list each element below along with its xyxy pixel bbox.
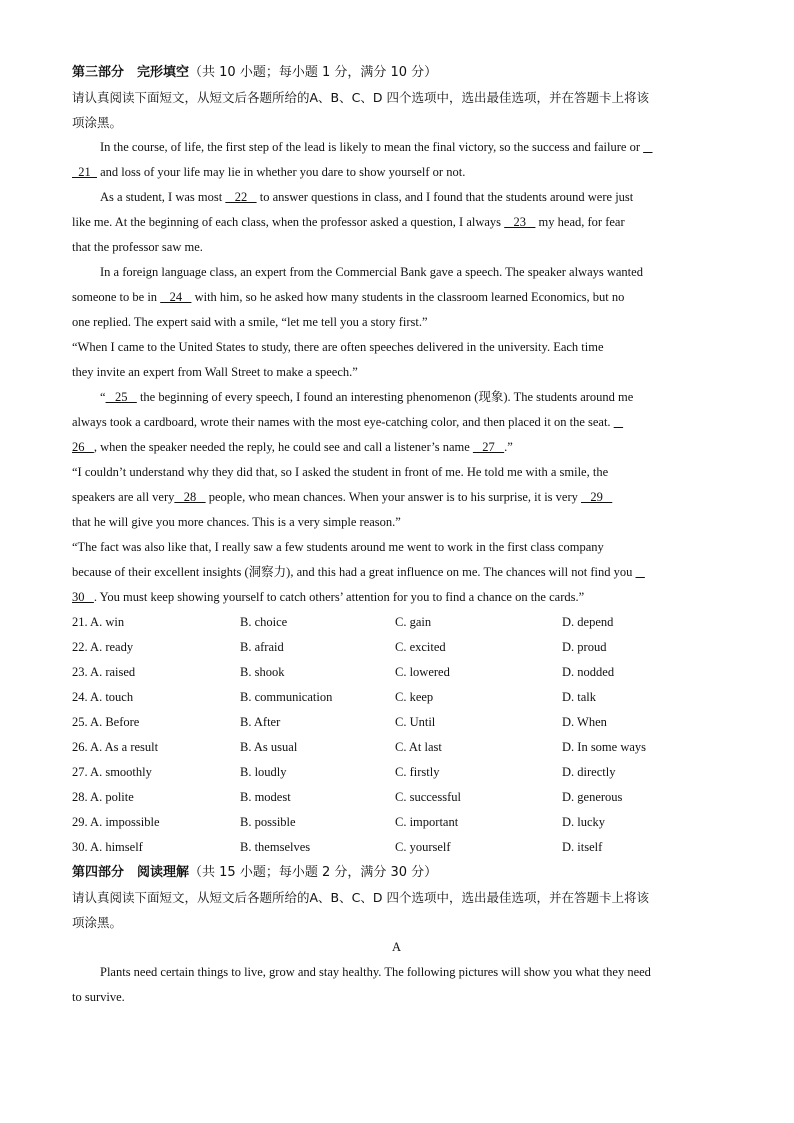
option-a: 27. A. smoothly [72,765,152,779]
option-a: 22. A. ready [72,640,134,654]
passage-text: the beginning of every speech, I found an interesting phenomenon (现象). The students around me [136,390,634,404]
passage-text: As a student, I was most [100,190,226,204]
blank-22: 22 [225,190,257,204]
passage-line [72,585,584,610]
passage-text: In the course, of life, the first step of the lead is likely to mean the final victory, so the success and failure or [100,140,644,154]
part3-instruction-line1: 请认真阅读下面短文，从短文后各题所给的A、B、C、D 四个选项中，选出最佳选项，并在答题卡上将该 [72,90,649,105]
option-a: 26. A. As a result [72,740,159,754]
passage-text: because of their excellent insights (洞察力), and this had a great influence on me. The chances will not find you [72,565,636,579]
option-a: 30. A. himself [72,840,143,854]
passage-line [72,435,513,460]
passage-line [72,285,624,310]
option-a: 21. A. win [72,615,125,629]
option-d: D. proud [562,640,607,654]
option-a: 29. A. impossible [72,815,160,829]
option-c: C. keep [395,690,434,704]
option-d: D. lucky [562,815,606,829]
option-b: B. modest [240,790,291,804]
part4-instruction-line2: 项涂黑。 [72,915,123,930]
option-c: C. gain [395,615,432,629]
option-d: D. generous [562,790,623,804]
passage-text: , when the speaker needed the reply, he could see and call a listener’s name [93,440,473,454]
part3-heading [72,60,437,85]
blank-24: 24 [160,290,192,304]
blank-26: 26 [72,440,94,454]
passage-line: “When I came to the United States to study, there are often speeches delivered in the university. Each time [72,340,604,354]
section-label: A [392,940,402,954]
option-c: C. Until [395,715,436,729]
passage-line [72,160,465,185]
passage-line [100,135,653,160]
passage-line: they invite an expert from Wall Street to make a speech.” [72,365,358,379]
passage-line [72,485,612,510]
passage-line [100,185,633,210]
blank-30: 30 [72,590,94,604]
option-b: B. As usual [240,740,298,754]
blank-21: 21 [72,165,97,179]
passage-text: with him, so he asked how many students in the classroom learned Economics, but no [191,290,625,304]
option-c: C. lowered [395,665,450,679]
option-c: C. excited [395,640,446,654]
option-b: B. choice [240,615,288,629]
option-d: D. itself [562,840,603,854]
blank-23: 23 [504,215,536,229]
passage-line: In a foreign language class, an expert from the Commercial Bank gave a speech. The speaker always wanted [100,265,643,279]
option-c: C. firstly [395,765,440,779]
blank-27: 27 [472,440,505,454]
passage-line: that he will give you more chances. This is a very simple reason.” [72,515,401,529]
option-c: C. important [395,815,459,829]
passage-text: always took a cardboard, wrote their names with the most eye-catching color, and then placed it on the seat. [72,415,614,429]
option-c: C. successful [395,790,461,804]
passage-line: to survive. [72,990,125,1004]
option-c: C. yourself [395,840,451,854]
blank-25: 25 [105,390,137,404]
passage-text: speakers are all very [72,490,175,504]
passage-line: “The fact was also like that, I really saw a few students around me went to work in the first class company [72,540,604,554]
part3-note: （共 10 小题；每小题 1 分，满分 10 分） [189,65,438,80]
blank-29: 29 [581,490,613,504]
option-d: D. nodded [562,665,615,679]
passage-text: to answer questions in class, and I found that the students around were just [256,190,634,204]
passage-line: “I couldn’t understand why they did that, so I asked the student in front of me. He told me with a smile, the [72,465,609,479]
option-b: B. possible [240,815,296,829]
passage-text: .” [504,440,513,454]
blank-28: 28 [174,490,206,504]
passage-line [72,560,645,585]
blank-26-start [614,415,623,429]
passage-line: one replied. The expert said with a smile, “let me tell you a story first.” [72,315,428,329]
blank-21-start [643,140,652,154]
option-d: D. directly [562,765,616,779]
part4-note: （共 15 小题；每小题 2 分，满分 30 分） [189,865,438,880]
passage-line: that the professor saw me. [72,240,203,254]
part3-title: 第三部分 完形填空 [72,65,190,80]
passage-text: people, who mean chances. When your answer is to his surprise, it is very [205,490,581,504]
part4-instruction-line1: 请认真阅读下面短文，从短文后各题所给的A、B、C、D 四个选项中，选出最佳选项，并在答题卡上将该 [72,890,649,905]
passage-text: someone to be in [72,290,161,304]
option-d: D. talk [562,690,597,704]
passage-line [72,410,623,435]
option-d: D. When [562,715,607,729]
part3-instruction-line2: 项涂黑。 [72,115,123,130]
option-a: 25. A. Before [72,715,140,729]
passage-text: . You must keep showing yourself to catch others’ attention for you to find a chance on the cards.” [93,590,585,604]
passage-text: and loss of your life may lie in whether you dare to show yourself or not. [97,165,466,179]
passage-line [100,385,633,410]
passage-text: my head, for fear [535,215,625,229]
option-b: B. afraid [240,640,284,654]
part4-title: 第四部分 阅读理解 [72,865,190,880]
option-d: D. depend [562,615,614,629]
option-c: C. At last [395,740,442,754]
option-b: B. shook [240,665,285,679]
passage-line: Plants need certain things to live, grow and stay healthy. The following pictures will show you what they need [100,965,651,979]
option-a: 24. A. touch [72,690,134,704]
option-b: B. loudly [240,765,287,779]
option-d: D. In some ways [562,740,647,754]
blank-30-start [636,565,645,579]
option-b: B. themselves [240,840,311,854]
passage-text: like me. At the beginning of each class, when the professor asked a question, I always [72,215,505,229]
option-b: B. After [240,715,281,729]
passage-text: “ [100,390,106,404]
passage-line [72,210,625,235]
option-a: 23. A. raised [72,665,136,679]
part4-heading [72,860,437,885]
option-b: B. communication [240,690,333,704]
option-a: 28. A. polite [72,790,134,804]
